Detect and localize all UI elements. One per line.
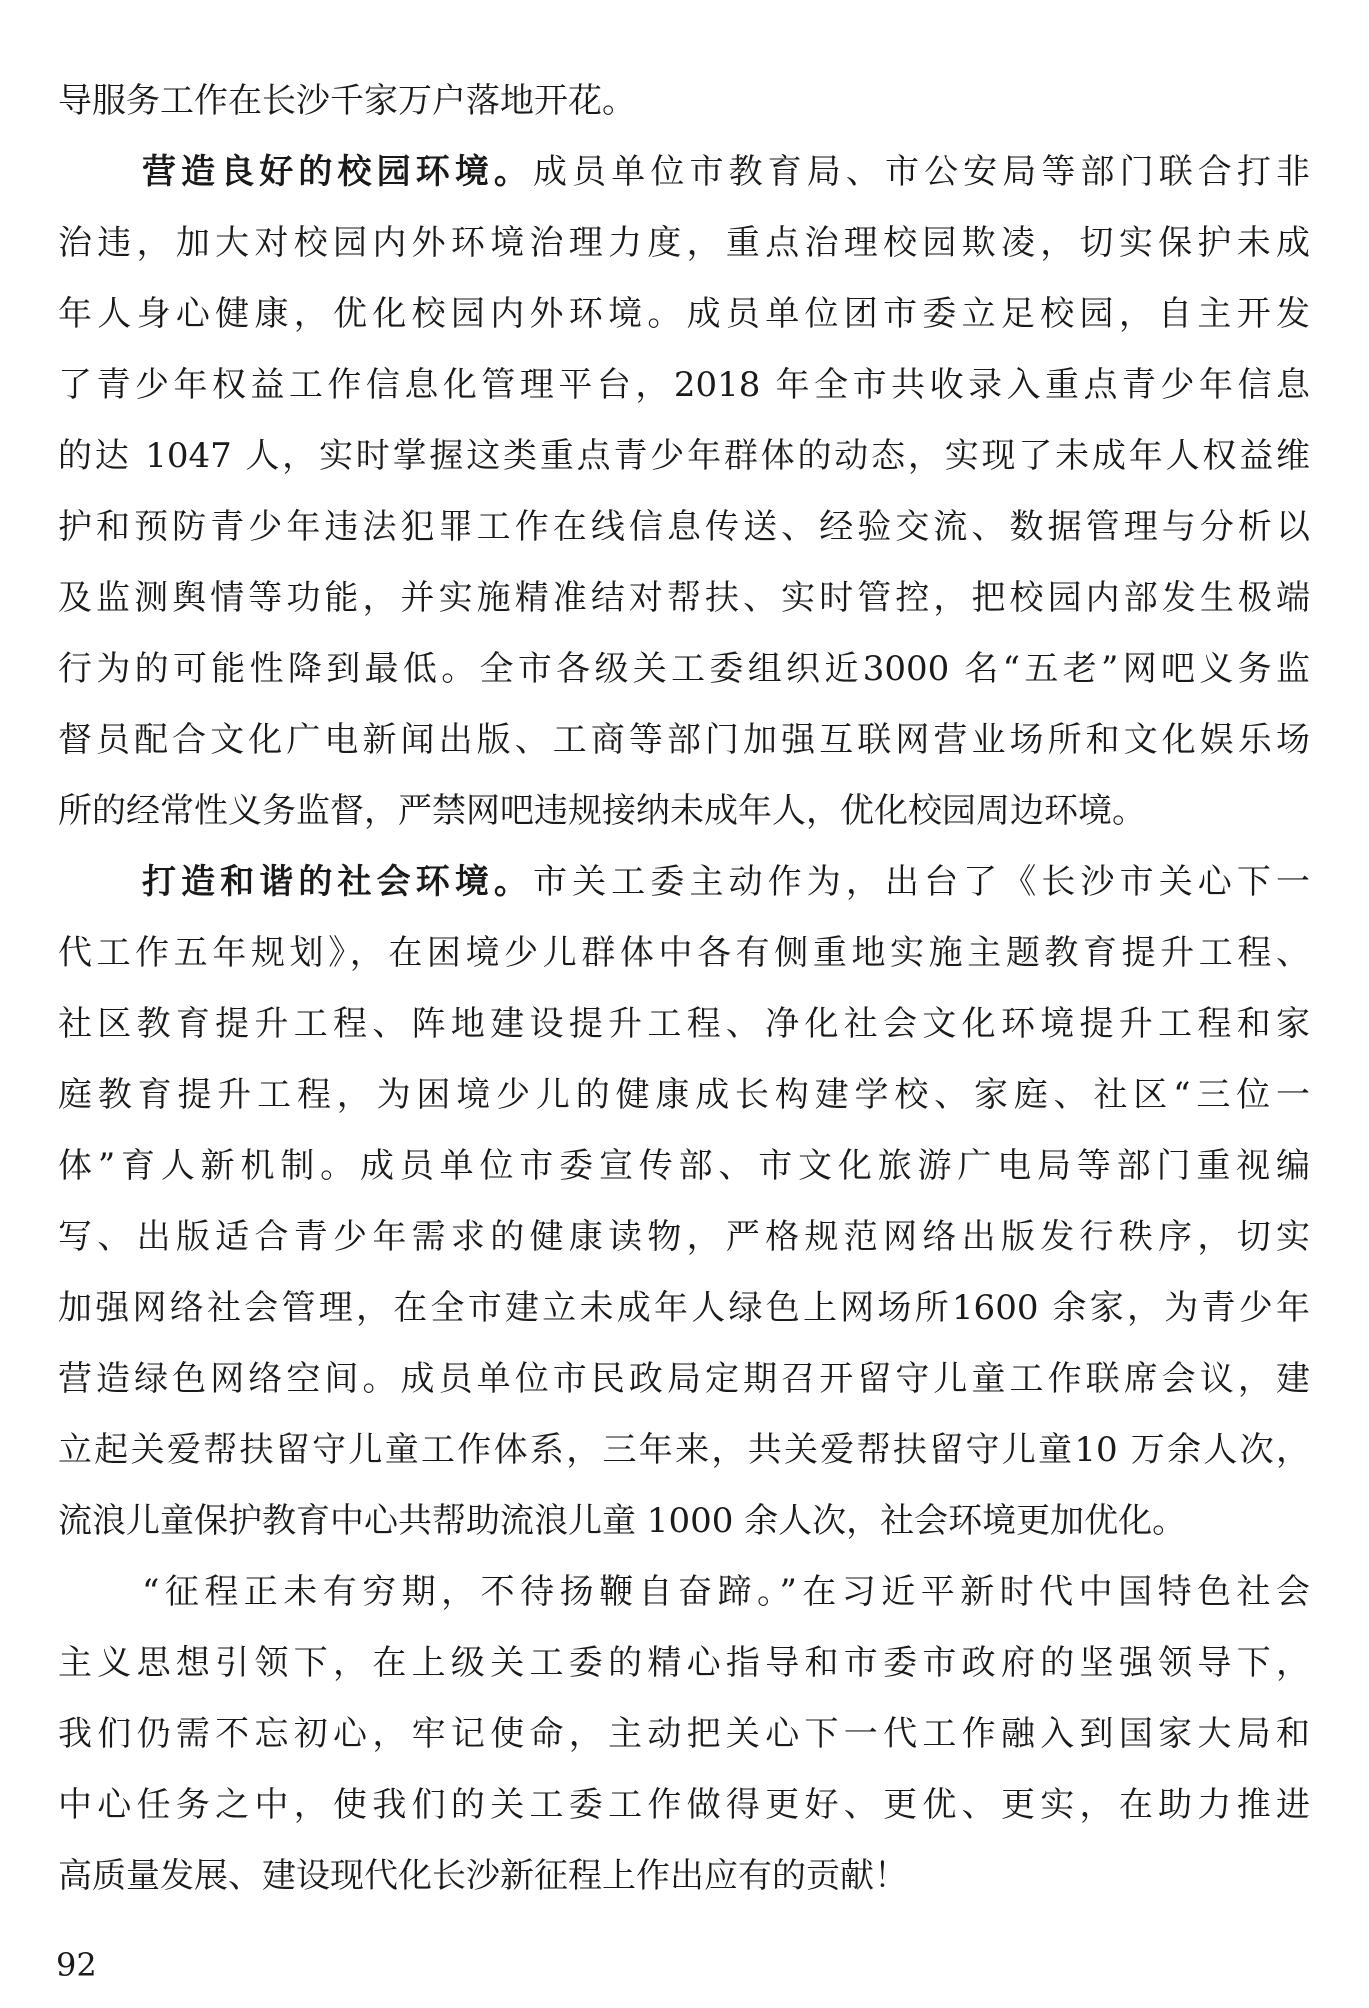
text-line: 主义思想引领下，在上级关工委的精心指导和市委市政府的坚强领导下，: [58, 1643, 1310, 1683]
text-line: 写、出版适合青少年需求的健康读物，严格规范网络出版发行秩序，切实: [58, 1217, 1310, 1257]
text-line: [58, 137, 1310, 208]
text-line: 治违，加大对校园内外环境治理力度，重点治理校园欺凌，切实保护未成: [58, 223, 1310, 263]
text-line: 加强网络社会管理，在全市建立未成年人绿色上网场所1600 余家，为青少年: [58, 1288, 1310, 1328]
text-line-body: 市关工委主动作为，出台了《长沙市关心下一: [533, 862, 1311, 902]
text-line: 年人身心健康，优化校园内外环境。成员单位团市委立足校园，自主开发: [58, 294, 1310, 334]
text-line: 所的经常性义务监督，严禁网吧违规接纳未成年人，优化校园周边环境。: [58, 791, 1146, 831]
text-line: 护和预防青少年违法犯罪工作在线信息传送、经验交流、数据管理与分析以: [58, 507, 1310, 547]
text-line: “征程正未有穷期，不待扬鞭自奋蹄。”在习近平新时代中国特色社会: [142, 1572, 1310, 1612]
text-line: 的达 1047 人，实时掌握这类重点青少年群体的动态，实现了未成年人权益维: [58, 436, 1310, 476]
text-line: 及监测舆情等功能，并实施精准结对帮扶、实时管控，把校园内部发生极端: [58, 578, 1310, 618]
text-line: 代工作五年规划》，在困境少儿群体中各有侧重地实施主题教育提升工程、: [58, 933, 1310, 973]
text-line: 导服务工作在长沙千家万户落地开花。: [58, 81, 636, 121]
text-line: 流浪儿童保护教育中心共帮助流浪儿童 1000 余人次，社会环境更加优化。: [58, 1501, 1187, 1541]
text-line: 中心任务之中，使我们的关工委工作做得更好、更优、更实，在助力推进: [58, 1785, 1310, 1825]
page-number: 92: [56, 1946, 97, 1984]
text-line: 立起关爱帮扶留守儿童工作体系，三年来，共关爱帮扶留守儿童10 万余人次，: [58, 1430, 1310, 1470]
text-line: [58, 847, 1310, 918]
section-heading: 打造和谐的社会环境。: [142, 862, 534, 902]
text-line: 社区教育提升工程、阵地建设提升工程、净化社会文化环境提升工程和家: [58, 1004, 1310, 1044]
document-body: [58, 66, 1310, 1912]
text-line: 我们仍需不忘初心，牢记使命，主动把关心下一代工作融入到国家大局和: [58, 1714, 1310, 1754]
section-heading: 营造良好的校园环境。: [142, 152, 534, 192]
text-line: 高质量发展、建设现代化长沙新征程上作出应有的贡献！: [58, 1856, 908, 1896]
text-line: 行为的可能性降到最低。全市各级关工委组织近3000 名“五老”网吧义务监: [58, 649, 1310, 689]
text-line-body: 成员单位市教育局、市公安局等部门联合打非: [533, 152, 1311, 192]
text-line: 庭教育提升工程，为困境少儿的健康成长构建学校、家庭、社区“三位一: [58, 1075, 1310, 1115]
text-line: 了青少年权益工作信息化管理平台，2018 年全市共收录入重点青少年信息: [58, 365, 1310, 405]
text-line: 营造绿色网络空间。成员单位市民政局定期召开留守儿童工作联席会议，建: [58, 1359, 1310, 1399]
text-line: 体”育人新机制。成员单位市委宣传部、市文化旅游广电局等部门重视编: [58, 1146, 1310, 1186]
text-line: 督员配合文化广电新闻出版、工商等部门加强互联网营业场所和文化娱乐场: [58, 720, 1310, 760]
